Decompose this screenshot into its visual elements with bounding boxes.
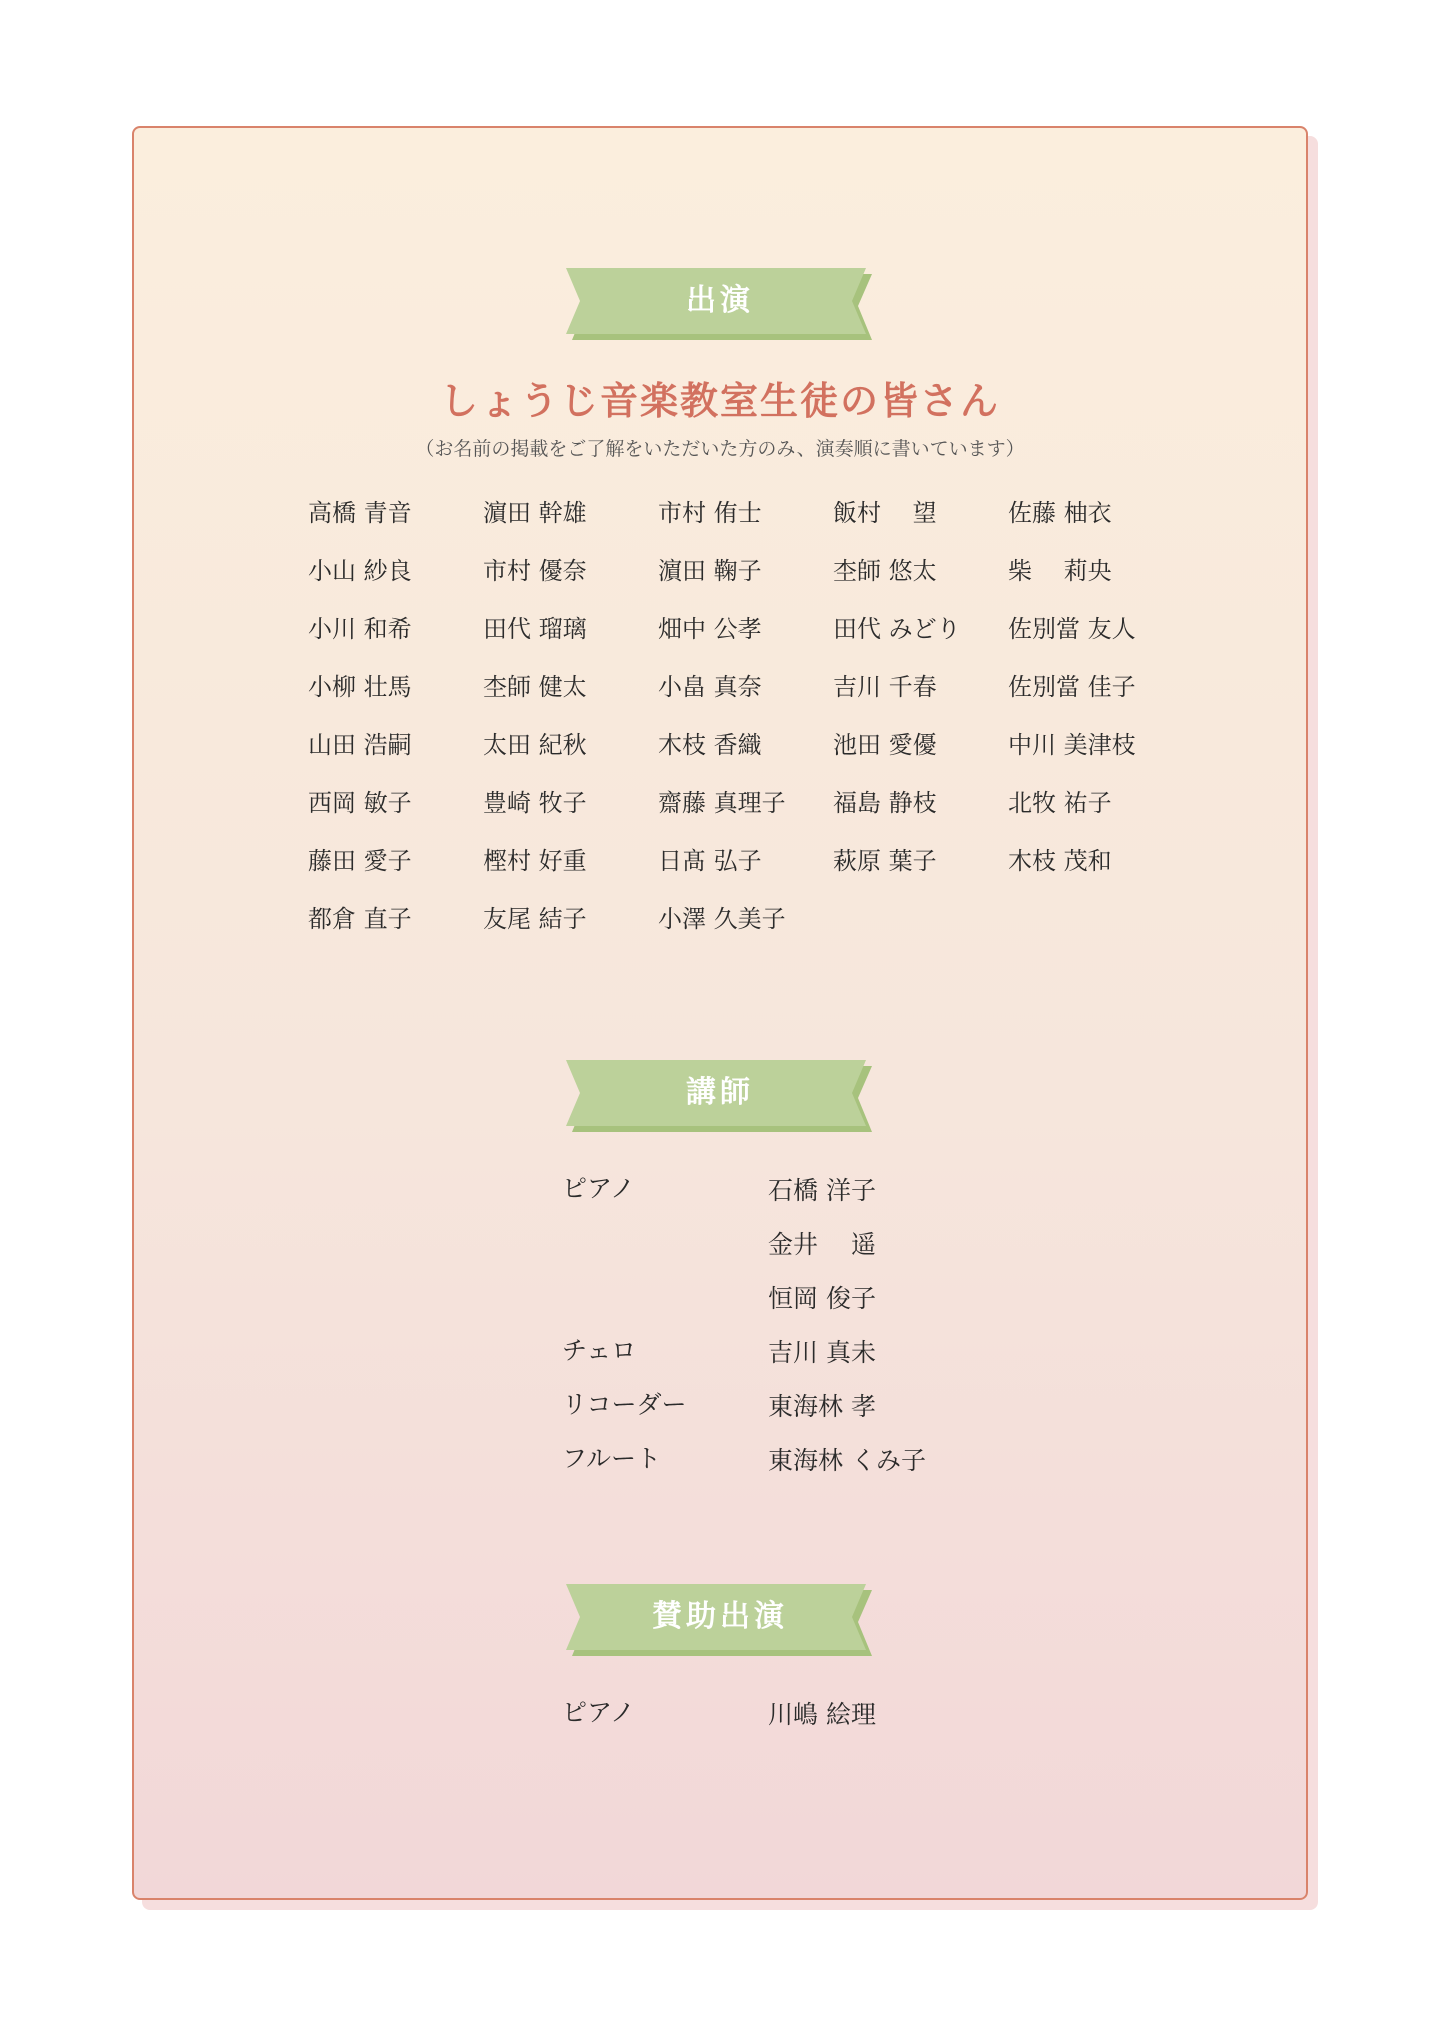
performer-name: 小澤 久美子 — [658, 905, 786, 933]
performer-name: 池田 愛優 — [833, 731, 937, 759]
role-row — [562, 1336, 1162, 1390]
performer-name: 木枝 香織 — [658, 731, 762, 759]
heading-guest: 賛助出演 — [652, 1599, 788, 1634]
performer-name: 萩原 葉子 — [833, 847, 937, 875]
performer-name: 濵田 鞠子 — [658, 557, 762, 585]
performer-name: 濵田 幹雄 — [483, 499, 587, 527]
performer-name: 杢師 悠太 — [833, 557, 937, 585]
instrument-label: ピアノ — [562, 1174, 636, 1203]
performer-name: 樫村 好重 — [483, 847, 587, 875]
instructor-list — [562, 1174, 1162, 1498]
instrument-label: フルート — [562, 1444, 662, 1473]
performer-name: 小畠 真奈 — [658, 673, 762, 701]
performer-name: 柴 莉央 — [1008, 557, 1112, 585]
performer-name: 飯村 望 — [833, 499, 937, 527]
instrument-label: チェロ — [562, 1336, 637, 1365]
performer-name: 都倉 直子 — [308, 905, 412, 933]
role-row — [562, 1390, 1162, 1444]
role-row — [562, 1228, 1162, 1282]
performer-name: 市村 侑士 — [658, 499, 762, 527]
performer-name: 太田 紀秋 — [483, 731, 587, 759]
program-sheet — [132, 126, 1308, 1900]
performer-name: 小柳 壮馬 — [308, 673, 412, 701]
performer-name: 日髙 弘子 — [658, 847, 762, 875]
role-row — [562, 1698, 1162, 1752]
performer-grid — [308, 498, 1188, 934]
person-name: 金井 遥 — [768, 1230, 876, 1259]
person-name: 石橋 洋子 — [768, 1176, 876, 1205]
students-title: しょうじ音楽教室生徒の皆さん — [439, 379, 1000, 423]
ribbon-performers — [566, 268, 874, 342]
ribbon-guest — [566, 1584, 874, 1658]
performer-name: 田代 みどり — [833, 615, 961, 643]
performer-name: 齋藤 真理子 — [658, 789, 786, 817]
performer-name: 木枝 茂和 — [1008, 847, 1112, 875]
instrument-label: ピアノ — [562, 1698, 636, 1727]
ribbon-instructors — [566, 1060, 874, 1134]
performer-name: 中川 美津枝 — [1008, 731, 1136, 759]
performer-name: 福島 静枝 — [833, 789, 937, 817]
performer-name: 市村 優奈 — [483, 557, 587, 585]
performer-name: 佐別當 友人 — [1008, 615, 1136, 643]
heading-performers: 出演 — [686, 283, 754, 318]
person-name: 東海林 くみ子 — [768, 1446, 926, 1475]
performer-name: 藤田 愛子 — [308, 847, 412, 875]
role-row — [562, 1282, 1162, 1336]
performer-name: 吉川 千春 — [833, 673, 937, 701]
performer-name: 佐別當 佳子 — [1008, 673, 1136, 701]
guest-list — [562, 1698, 1162, 1752]
role-row — [562, 1444, 1162, 1498]
performer-name: 小山 紗良 — [308, 557, 412, 585]
performer-name: 小川 和希 — [308, 615, 412, 643]
performer-name: 杢師 健太 — [483, 673, 587, 701]
performer-name: 北牧 祐子 — [1008, 789, 1112, 817]
person-name: 恒岡 俊子 — [768, 1284, 876, 1313]
performer-name: 畑中 公孝 — [658, 615, 762, 643]
performer-name: 佐藤 柚衣 — [1008, 499, 1112, 527]
person-name: 東海林 孝 — [768, 1392, 876, 1421]
performer-name: 山田 浩嗣 — [308, 731, 412, 759]
performer-name: 高橋 青音 — [308, 499, 412, 527]
role-row — [562, 1174, 1162, 1228]
performer-name: 友尾 結子 — [483, 905, 587, 933]
person-name: 吉川 真未 — [768, 1338, 876, 1367]
instrument-label: リコーダー — [562, 1390, 687, 1419]
performer-name: 田代 瑠璃 — [483, 615, 587, 643]
performer-name: 西岡 敏子 — [308, 789, 412, 817]
heading-instructors: 講師 — [686, 1075, 754, 1110]
students-note: （お名前の掲載をご了解をいただいた方のみ、演奏順に書いています） — [415, 438, 1025, 460]
performer-name: 豊崎 牧子 — [483, 789, 587, 817]
person-name: 川嶋 絵理 — [768, 1700, 876, 1729]
